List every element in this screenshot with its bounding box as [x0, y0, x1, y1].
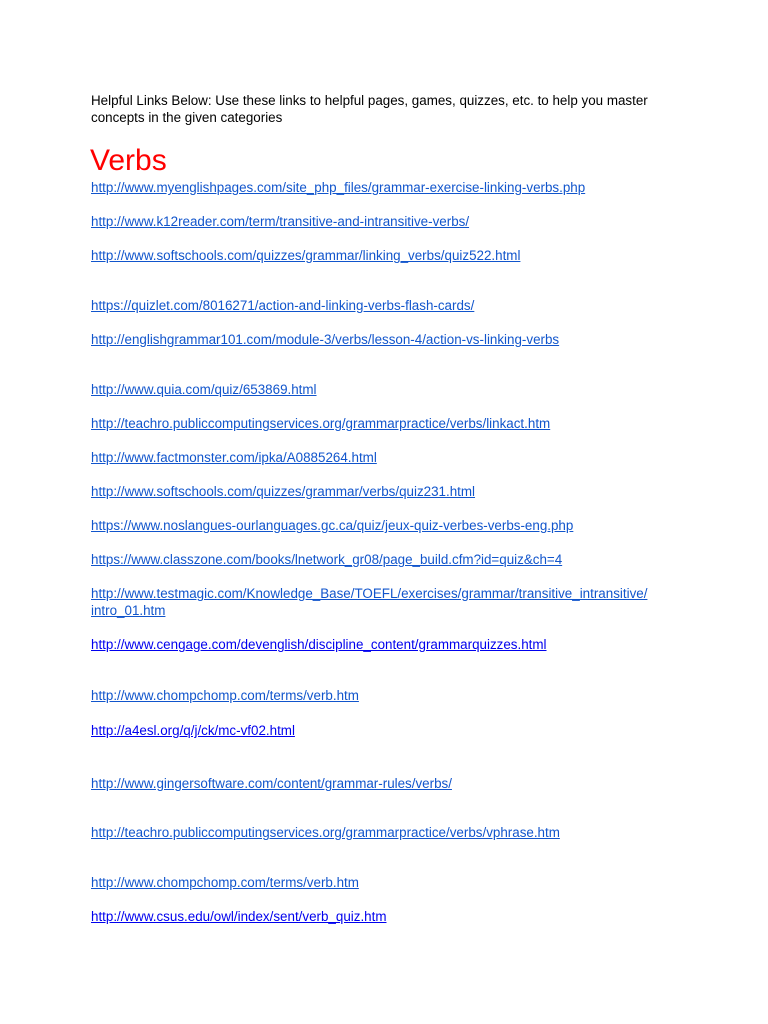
link-k12reader-transitive-verbs[interactable]: http://www.k12reader.com/term/transitive-and-intransitive-verbs/	[91, 214, 470, 229]
link-teachro-vphrase[interactable]: http://teachro.publiccomputingservices.org/grammarpractice/verbs/vphrase.htm	[91, 825, 560, 840]
link-englishgrammar101-verbs[interactable]: http://englishgrammar101.com/module-3/verbs/lesson-4/action-vs-linking-verbs	[91, 332, 560, 347]
link-cengage-grammarquizzes[interactable]: http://www.cengage.com/devenglish/discipline_content/grammarquizzes.html	[91, 637, 547, 652]
link-softschools-linking-verbs[interactable]: http://www.softschools.com/quizzes/grammar/linking_verbs/quiz522.html	[91, 248, 521, 263]
link-classzone-quiz[interactable]: https://www.classzone.com/books/lnetwork_gr08/page_build.cfm?id=quiz&ch=4	[91, 552, 563, 567]
link-gingersoftware-verbs[interactable]: http://www.gingersoftware.com/content/grammar-rules/verbs/	[91, 776, 452, 791]
link-quizlet-flash-cards[interactable]: https://quizlet.com/8016271/action-and-linking-verbs-flash-cards/	[91, 298, 475, 313]
link-testmagic-toefl[interactable]: http://www.testmagic.com/Knowledge_Base/TOEFL/exercises/grammar/transitive_intransitive/ intro_01.htm	[91, 586, 648, 618]
link-chompchomp-verb-2[interactable]: http://www.chompchomp.com/terms/verb.htm	[91, 875, 359, 890]
section-heading-verbs: Verbs	[90, 144, 167, 177]
link-chompchomp-verb[interactable]: http://www.chompchomp.com/terms/verb.htm	[91, 688, 359, 703]
link-quia-quiz[interactable]: http://www.quia.com/quiz/653869.html	[91, 382, 317, 397]
link-a4esl-quiz[interactable]: http://a4esl.org/q/j/ck/mc-vf02.html	[91, 723, 295, 738]
link-factmonster[interactable]: http://www.factmonster.com/ipka/A0885264.html	[91, 450, 377, 465]
link-csus-verb-quiz[interactable]: http://www.csus.edu/owl/index/sent/verb_quiz.htm	[91, 909, 387, 924]
link-noslangues-quiz[interactable]: https://www.noslangues-ourlanguages.gc.ca/quiz/jeux-quiz-verbes-verbs-eng.php	[91, 518, 574, 533]
link-softschools-quiz231[interactable]: http://www.softschools.com/quizzes/grammar/verbs/quiz231.html	[91, 484, 476, 499]
link-myenglishpages-linking-verbs[interactable]: http://www.myenglishpages.com/site_php_files/grammar-exercise-linking-verbs.php	[91, 180, 586, 195]
link-teachro-linkact[interactable]: http://teachro.publiccomputingservices.org/grammarpractice/verbs/linkact.htm	[91, 416, 551, 431]
intro-text: Helpful Links Below: Use these links to helpful pages, games, quizzes, etc. to help you master concepts in the given categories	[91, 93, 648, 125]
